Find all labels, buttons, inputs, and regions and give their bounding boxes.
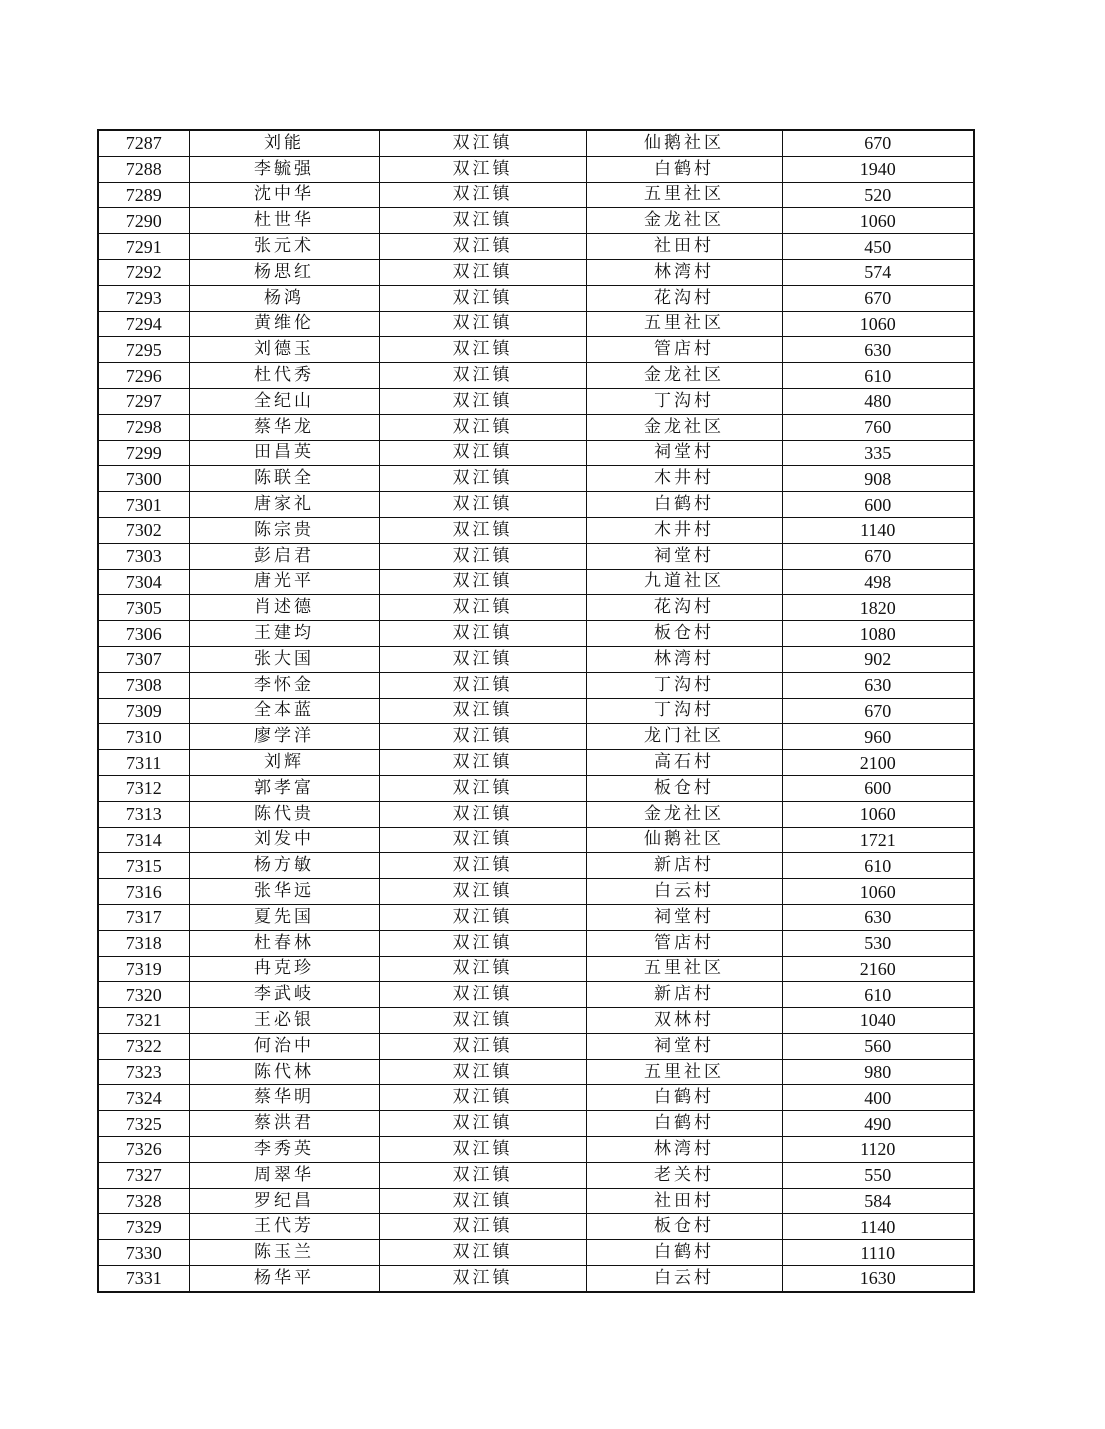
amount-cell: 670: [782, 543, 974, 569]
row-number-cell: 7316: [98, 879, 189, 905]
table-row: [98, 414, 974, 440]
row-number-cell: 7319: [98, 956, 189, 982]
table-row: [98, 492, 974, 518]
table-row: [98, 388, 974, 414]
village-cell: 白鹤村: [586, 1240, 782, 1266]
village-cell: 丁沟村: [586, 388, 782, 414]
amount-cell: 960: [782, 724, 974, 750]
village-cell: 丁沟村: [586, 672, 782, 698]
table-row: [98, 1111, 974, 1137]
row-number-cell: 7295: [98, 337, 189, 363]
amount-cell: 335: [782, 440, 974, 466]
amount-cell: 400: [782, 1085, 974, 1111]
table-row: [98, 1137, 974, 1163]
village-cell: 五里社区: [586, 956, 782, 982]
table-row: [98, 1188, 974, 1214]
person-name-cell: 刘能: [189, 130, 379, 156]
table-row: [98, 801, 974, 827]
person-name-cell: 陈宗贵: [189, 517, 379, 543]
row-number-cell: 7320: [98, 982, 189, 1008]
village-cell: 双林村: [586, 1008, 782, 1034]
town-cell: 双江镇: [379, 853, 586, 879]
table-row: [98, 1162, 974, 1188]
town-cell: 双江镇: [379, 724, 586, 750]
village-cell: 龙门社区: [586, 724, 782, 750]
row-number-cell: 7288: [98, 156, 189, 182]
amount-cell: 1060: [782, 311, 974, 337]
town-cell: 双江镇: [379, 234, 586, 260]
amount-cell: 1721: [782, 827, 974, 853]
village-cell: 木井村: [586, 466, 782, 492]
village-cell: 林湾村: [586, 259, 782, 285]
amount-cell: 490: [782, 1111, 974, 1137]
village-cell: 花沟村: [586, 595, 782, 621]
table-row: [98, 724, 974, 750]
person-name-cell: 杨华平: [189, 1266, 379, 1292]
town-cell: 双江镇: [379, 517, 586, 543]
village-cell: 白鹤村: [586, 492, 782, 518]
person-name-cell: 李毓强: [189, 156, 379, 182]
table-row: [98, 930, 974, 956]
amount-cell: 670: [782, 698, 974, 724]
row-number-cell: 7324: [98, 1085, 189, 1111]
amount-cell: 584: [782, 1188, 974, 1214]
amount-cell: 1140: [782, 1214, 974, 1240]
village-cell: 祠堂村: [586, 904, 782, 930]
person-name-cell: 杨方敏: [189, 853, 379, 879]
row-number-cell: 7297: [98, 388, 189, 414]
table-row: [98, 1033, 974, 1059]
person-name-cell: 杜春林: [189, 930, 379, 956]
village-cell: 丁沟村: [586, 698, 782, 724]
village-cell: 社田村: [586, 234, 782, 260]
row-number-cell: 7315: [98, 853, 189, 879]
table-row: [98, 775, 974, 801]
row-number-cell: 7291: [98, 234, 189, 260]
person-name-cell: 田昌英: [189, 440, 379, 466]
person-name-cell: 刘辉: [189, 750, 379, 776]
row-number-cell: 7299: [98, 440, 189, 466]
table-row: [98, 595, 974, 621]
person-name-cell: 彭启君: [189, 543, 379, 569]
village-cell: 老关村: [586, 1162, 782, 1188]
town-cell: 双江镇: [379, 930, 586, 956]
amount-cell: 1110: [782, 1240, 974, 1266]
row-number-cell: 7289: [98, 182, 189, 208]
village-cell: 金龙社区: [586, 208, 782, 234]
amount-cell: 1080: [782, 621, 974, 647]
table-row: [98, 543, 974, 569]
table-row: [98, 156, 974, 182]
row-number-cell: 7317: [98, 904, 189, 930]
table-row: [98, 182, 974, 208]
table-row: [98, 234, 974, 260]
amount-cell: 600: [782, 775, 974, 801]
village-cell: 仙鹅社区: [586, 827, 782, 853]
table-row: [98, 1008, 974, 1034]
person-name-cell: 杜世华: [189, 208, 379, 234]
village-cell: 金龙社区: [586, 363, 782, 389]
town-cell: 双江镇: [379, 879, 586, 905]
row-number-cell: 7310: [98, 724, 189, 750]
town-cell: 双江镇: [379, 595, 586, 621]
table-row: [98, 569, 974, 595]
town-cell: 双江镇: [379, 1240, 586, 1266]
amount-cell: 560: [782, 1033, 974, 1059]
row-number-cell: 7301: [98, 492, 189, 518]
person-name-cell: 廖学洋: [189, 724, 379, 750]
table-row: [98, 1240, 974, 1266]
town-cell: 双江镇: [379, 363, 586, 389]
town-cell: 双江镇: [379, 1214, 586, 1240]
village-cell: 白鹤村: [586, 156, 782, 182]
table-row: [98, 698, 974, 724]
town-cell: 双江镇: [379, 311, 586, 337]
table-row: [98, 621, 974, 647]
amount-cell: 630: [782, 337, 974, 363]
person-name-cell: 陈代贵: [189, 801, 379, 827]
village-cell: 管店村: [586, 337, 782, 363]
table-row: [98, 750, 974, 776]
person-name-cell: 沈中华: [189, 182, 379, 208]
row-number-cell: 7330: [98, 1240, 189, 1266]
amount-cell: 1940: [782, 156, 974, 182]
table-row: [98, 1266, 974, 1292]
amount-cell: 550: [782, 1162, 974, 1188]
town-cell: 双江镇: [379, 569, 586, 595]
amount-cell: 480: [782, 388, 974, 414]
village-cell: 高石村: [586, 750, 782, 776]
person-name-cell: 蔡华龙: [189, 414, 379, 440]
table-row: [98, 466, 974, 492]
amount-cell: 600: [782, 492, 974, 518]
table-row: [98, 311, 974, 337]
village-cell: 白鹤村: [586, 1111, 782, 1137]
table-row: [98, 337, 974, 363]
person-name-cell: 蔡洪君: [189, 1111, 379, 1137]
village-cell: 板仓村: [586, 775, 782, 801]
town-cell: 双江镇: [379, 337, 586, 363]
town-cell: 双江镇: [379, 1137, 586, 1163]
town-cell: 双江镇: [379, 1188, 586, 1214]
row-number-cell: 7327: [98, 1162, 189, 1188]
town-cell: 双江镇: [379, 750, 586, 776]
table-row: [98, 853, 974, 879]
amount-cell: 1630: [782, 1266, 974, 1292]
village-cell: 五里社区: [586, 182, 782, 208]
row-number-cell: 7290: [98, 208, 189, 234]
amount-cell: 498: [782, 569, 974, 595]
person-name-cell: 全本蓝: [189, 698, 379, 724]
person-name-cell: 唐光平: [189, 569, 379, 595]
amount-cell: 980: [782, 1059, 974, 1085]
town-cell: 双江镇: [379, 1085, 586, 1111]
amount-cell: 574: [782, 259, 974, 285]
village-cell: 林湾村: [586, 646, 782, 672]
amount-cell: 610: [782, 853, 974, 879]
person-name-cell: 何治中: [189, 1033, 379, 1059]
town-cell: 双江镇: [379, 621, 586, 647]
amount-cell: 760: [782, 414, 974, 440]
row-number-cell: 7296: [98, 363, 189, 389]
table-row: [98, 1059, 974, 1085]
row-number-cell: 7305: [98, 595, 189, 621]
row-number-cell: 7300: [98, 466, 189, 492]
person-name-cell: 李秀英: [189, 1137, 379, 1163]
village-cell: 花沟村: [586, 285, 782, 311]
person-name-cell: 张大国: [189, 646, 379, 672]
person-name-cell: 蔡华明: [189, 1085, 379, 1111]
row-number-cell: 7294: [98, 311, 189, 337]
table-row: [98, 827, 974, 853]
amount-cell: 1060: [782, 208, 974, 234]
row-number-cell: 7309: [98, 698, 189, 724]
amount-cell: 2100: [782, 750, 974, 776]
amount-cell: 670: [782, 285, 974, 311]
amount-cell: 520: [782, 182, 974, 208]
village-cell: 金龙社区: [586, 801, 782, 827]
row-number-cell: 7303: [98, 543, 189, 569]
amount-cell: 530: [782, 930, 974, 956]
town-cell: 双江镇: [379, 259, 586, 285]
row-number-cell: 7292: [98, 259, 189, 285]
person-name-cell: 王代芳: [189, 1214, 379, 1240]
row-number-cell: 7322: [98, 1033, 189, 1059]
amount-cell: 1040: [782, 1008, 974, 1034]
village-cell: 白云村: [586, 1266, 782, 1292]
row-number-cell: 7326: [98, 1137, 189, 1163]
row-number-cell: 7329: [98, 1214, 189, 1240]
town-cell: 双江镇: [379, 156, 586, 182]
row-number-cell: 7304: [98, 569, 189, 595]
town-cell: 双江镇: [379, 414, 586, 440]
town-cell: 双江镇: [379, 1266, 586, 1292]
town-cell: 双江镇: [379, 672, 586, 698]
person-name-cell: 罗纪昌: [189, 1188, 379, 1214]
person-name-cell: 李武岐: [189, 982, 379, 1008]
amount-cell: 670: [782, 130, 974, 156]
amount-cell: 630: [782, 904, 974, 930]
village-cell: 五里社区: [586, 1059, 782, 1085]
table-row: [98, 982, 974, 1008]
amount-cell: 1140: [782, 517, 974, 543]
town-cell: 双江镇: [379, 982, 586, 1008]
person-name-cell: 全纪山: [189, 388, 379, 414]
table-row: [98, 440, 974, 466]
table-row: [98, 879, 974, 905]
amount-cell: 908: [782, 466, 974, 492]
person-name-cell: 冉克珍: [189, 956, 379, 982]
village-cell: 五里社区: [586, 311, 782, 337]
row-number-cell: 7328: [98, 1188, 189, 1214]
village-cell: 新店村: [586, 982, 782, 1008]
person-name-cell: 黄维伦: [189, 311, 379, 337]
record-table-body: [98, 130, 974, 1292]
table-row: [98, 904, 974, 930]
record-table: [97, 129, 975, 1293]
town-cell: 双江镇: [379, 646, 586, 672]
town-cell: 双江镇: [379, 801, 586, 827]
town-cell: 双江镇: [379, 1033, 586, 1059]
town-cell: 双江镇: [379, 904, 586, 930]
row-number-cell: 7307: [98, 646, 189, 672]
town-cell: 双江镇: [379, 1008, 586, 1034]
town-cell: 双江镇: [379, 956, 586, 982]
town-cell: 双江镇: [379, 130, 586, 156]
town-cell: 双江镇: [379, 1111, 586, 1137]
town-cell: 双江镇: [379, 492, 586, 518]
person-name-cell: 陈玉兰: [189, 1240, 379, 1266]
row-number-cell: 7311: [98, 750, 189, 776]
row-number-cell: 7318: [98, 930, 189, 956]
town-cell: 双江镇: [379, 440, 586, 466]
table-row: [98, 363, 974, 389]
person-name-cell: 唐家礼: [189, 492, 379, 518]
town-cell: 双江镇: [379, 466, 586, 492]
town-cell: 双江镇: [379, 775, 586, 801]
table-row: [98, 646, 974, 672]
row-number-cell: 7312: [98, 775, 189, 801]
town-cell: 双江镇: [379, 182, 586, 208]
town-cell: 双江镇: [379, 1059, 586, 1085]
person-name-cell: 李怀金: [189, 672, 379, 698]
person-name-cell: 王建均: [189, 621, 379, 647]
village-cell: 管店村: [586, 930, 782, 956]
person-name-cell: 陈联全: [189, 466, 379, 492]
row-number-cell: 7306: [98, 621, 189, 647]
person-name-cell: 张元术: [189, 234, 379, 260]
person-name-cell: 张华远: [189, 879, 379, 905]
row-number-cell: 7314: [98, 827, 189, 853]
town-cell: 双江镇: [379, 285, 586, 311]
village-cell: 社田村: [586, 1188, 782, 1214]
table-row: [98, 1214, 974, 1240]
table-row: [98, 259, 974, 285]
person-name-cell: 杜代秀: [189, 363, 379, 389]
table-row: [98, 130, 974, 156]
town-cell: 双江镇: [379, 827, 586, 853]
person-name-cell: 周翠华: [189, 1162, 379, 1188]
town-cell: 双江镇: [379, 208, 586, 234]
village-cell: 白云村: [586, 879, 782, 905]
row-number-cell: 7321: [98, 1008, 189, 1034]
row-number-cell: 7298: [98, 414, 189, 440]
row-number-cell: 7325: [98, 1111, 189, 1137]
village-cell: 板仓村: [586, 1214, 782, 1240]
row-number-cell: 7293: [98, 285, 189, 311]
village-cell: 祠堂村: [586, 543, 782, 569]
village-cell: 板仓村: [586, 621, 782, 647]
person-name-cell: 刘发中: [189, 827, 379, 853]
amount-cell: 610: [782, 363, 974, 389]
person-name-cell: 夏先国: [189, 904, 379, 930]
person-name-cell: 陈代林: [189, 1059, 379, 1085]
village-cell: 白鹤村: [586, 1085, 782, 1111]
table-row: [98, 517, 974, 543]
row-number-cell: 7331: [98, 1266, 189, 1292]
row-number-cell: 7323: [98, 1059, 189, 1085]
amount-cell: 450: [782, 234, 974, 260]
table-row: [98, 285, 974, 311]
village-cell: 九道社区: [586, 569, 782, 595]
town-cell: 双江镇: [379, 1162, 586, 1188]
row-number-cell: 7302: [98, 517, 189, 543]
person-name-cell: 杨鸿: [189, 285, 379, 311]
village-cell: 祠堂村: [586, 440, 782, 466]
row-number-cell: 7287: [98, 130, 189, 156]
person-name-cell: 刘德玉: [189, 337, 379, 363]
row-number-cell: 7313: [98, 801, 189, 827]
person-name-cell: 肖述德: [189, 595, 379, 621]
amount-cell: 610: [782, 982, 974, 1008]
village-cell: 金龙社区: [586, 414, 782, 440]
amount-cell: 1820: [782, 595, 974, 621]
amount-cell: 2160: [782, 956, 974, 982]
town-cell: 双江镇: [379, 543, 586, 569]
table-row: [98, 208, 974, 234]
amount-cell: 902: [782, 646, 974, 672]
village-cell: 林湾村: [586, 1137, 782, 1163]
table-row: [98, 672, 974, 698]
village-cell: 新店村: [586, 853, 782, 879]
table-row: [98, 956, 974, 982]
amount-cell: 1060: [782, 879, 974, 905]
town-cell: 双江镇: [379, 698, 586, 724]
village-cell: 祠堂村: [586, 1033, 782, 1059]
person-name-cell: 杨思红: [189, 259, 379, 285]
amount-cell: 1120: [782, 1137, 974, 1163]
table-row: [98, 1085, 974, 1111]
amount-cell: 630: [782, 672, 974, 698]
town-cell: 双江镇: [379, 388, 586, 414]
row-number-cell: 7308: [98, 672, 189, 698]
amount-cell: 1060: [782, 801, 974, 827]
person-name-cell: 郭孝富: [189, 775, 379, 801]
village-cell: 木井村: [586, 517, 782, 543]
person-name-cell: 王必银: [189, 1008, 379, 1034]
village-cell: 仙鹅社区: [586, 130, 782, 156]
